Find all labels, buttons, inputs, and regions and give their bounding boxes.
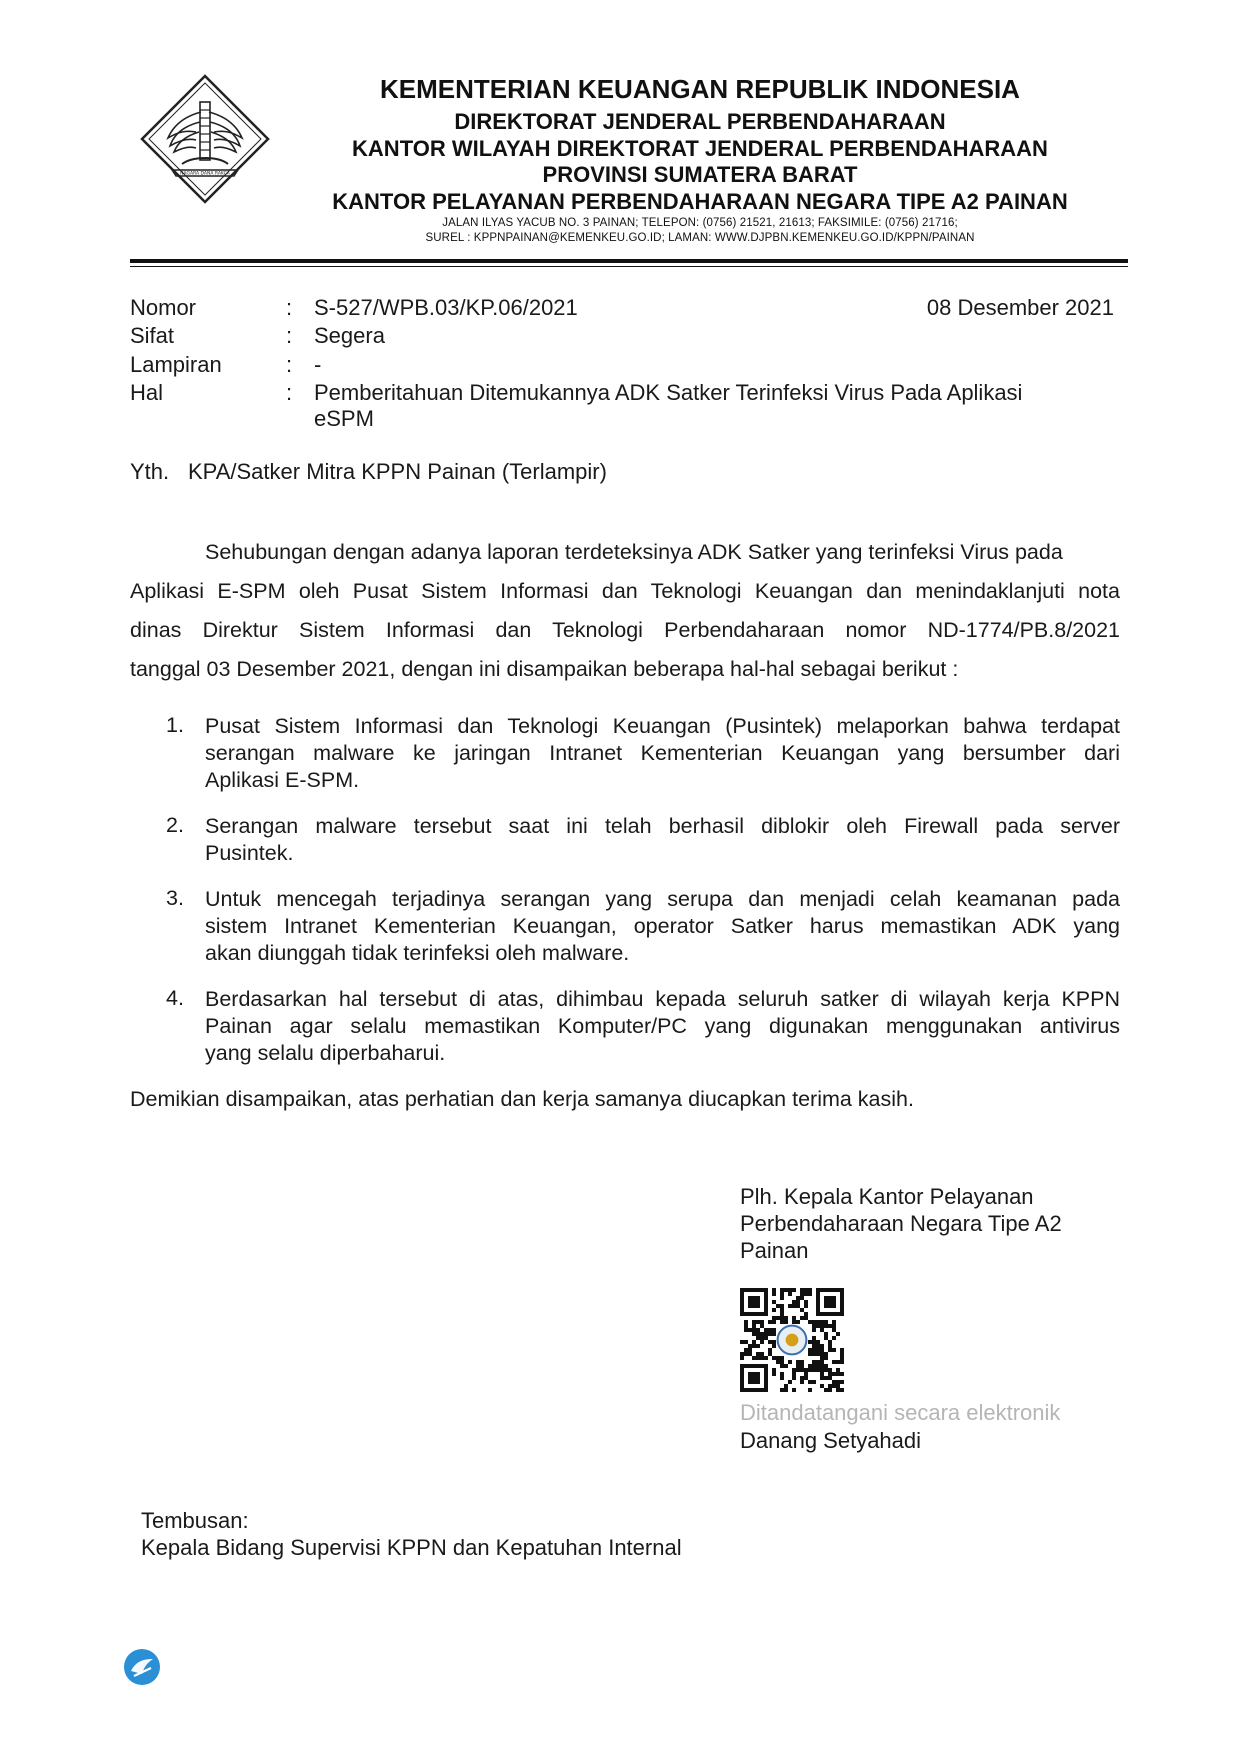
- hal-value-line1: Pemberitahuan Ditemukannya ADK Satker Terinfeksi Virus Pada Aplikasi: [314, 380, 1023, 405]
- kemenkeu-logo-icon: [138, 72, 273, 207]
- svg-text:NAGARA DANA RAKCA: NAGARA DANA RAKCA: [180, 171, 230, 177]
- header-rule-thick: [130, 259, 1128, 263]
- letter-date: 08 Desember 2021: [926, 295, 1114, 320]
- signatory-title-line-1: Plh. Kepala Kantor Pelayanan: [740, 1184, 1034, 1209]
- closing-sentence: Demikian disampaikan, atas perhatian dan kerja samanya diucapkan terima kasih.: [130, 1087, 914, 1111]
- hal-colon: :: [286, 380, 293, 405]
- lampiran-value: -: [314, 352, 322, 377]
- directorate-name: DIREKTORAT JENDERAL PERBENDAHARAAN: [454, 109, 946, 134]
- list-item-3-line-3: akan diunggah tidak terinfeksi oleh malware.: [205, 941, 630, 965]
- intro-line-1: Sehubungan dengan adanya laporan terdeteksinya ADK Satker yang terinfeksi Virus pada: [205, 540, 1063, 564]
- e-signature-note: Ditandatangani secara elektronik: [740, 1400, 1061, 1425]
- list-item-number: 3.: [166, 886, 184, 910]
- hal-label: Hal: [130, 380, 164, 405]
- header-rule-thin: [130, 266, 1128, 267]
- list-item-1-line-1: Pusat Sistem Informasi dan Teknologi Keuangan (Pusintek) melaporkan bahwa terdapat: [205, 714, 1120, 738]
- addressee-prefix: Yth.: [130, 459, 170, 484]
- tembusan-recipient: Kepala Bidang Supervisi KPPN dan Kepatuhan Internal: [141, 1535, 682, 1560]
- province-name: PROVINSI SUMATERA BARAT: [542, 162, 858, 187]
- intro-line-4: tanggal 03 Desember 2021, dengan ini disampaikan beberapa hal-hal sebagai berikut :: [130, 657, 959, 681]
- list-item-4-line-1: Berdasarkan hal tersebut di atas, dihimbau kepada seluruh satker di wilayah kerja KPPN: [205, 987, 1120, 1011]
- list-item-4-line-3: yang selalu diperbaharui.: [205, 1041, 446, 1065]
- nomor-label: Nomor: [130, 295, 197, 320]
- nomor-colon: :: [286, 295, 293, 320]
- list-item-1-line-3: Aplikasi E-SPM.: [205, 768, 360, 792]
- addressee-name: KPA/Satker Mitra KPPN Painan (Terlampir): [188, 459, 607, 484]
- regional-office-name: KANTOR WILAYAH DIREKTORAT JENDERAL PERBENDAHARAAN: [352, 136, 1048, 161]
- list-item-3-line-1: Untuk mencegah terjadinya serangan yang serupa dan menjadi celah keamanan pada: [205, 887, 1120, 911]
- intro-line-3: dinas Direktur Sistem Informasi dan Teknologi Perbendaharaan nomor ND-1774/PB.8/2021: [130, 618, 1120, 642]
- list-item-3-line-2: sistem Intranet Kementerian Keuangan, operator Satker harus memastikan ADK yang: [205, 914, 1120, 938]
- tembusan-label: Tembusan:: [141, 1508, 249, 1533]
- office-contact: SUREL : KPPNPAINAN@KEMENKEU.GO.ID; LAMAN: WWW.DJPBN.KEMENKEU.GO.ID/KPPN/PAINAN: [425, 232, 975, 244]
- qr-code-icon: [740, 1288, 844, 1392]
- list-item-2-line-1: Serangan malware tersebut saat ini telah berhasil diblokir oleh Firewall pada server: [205, 814, 1120, 838]
- nomor-value: S-527/WPB.03/KP.06/2021: [314, 295, 578, 320]
- ministry-name: KEMENTERIAN KEUANGAN REPUBLIK INDONESIA: [380, 74, 1020, 104]
- intro-line-2: Aplikasi E-SPM oleh Pusat Sistem Informasi dan Teknologi Keuangan dan menindaklanjuti nota: [130, 579, 1120, 603]
- list-item-number: 1.: [166, 713, 184, 737]
- signatory-title-line-2: Perbendaharaan Negara Tipe A2: [740, 1211, 1062, 1236]
- e-sign-badge-icon: [122, 1647, 162, 1687]
- list-item-number: 2.: [166, 813, 184, 837]
- signatory-title-line-3: Painan: [740, 1238, 809, 1263]
- sifat-value: Segera: [314, 323, 385, 348]
- list-item-4-line-2: Painan agar selalu memastikan Komputer/PC yang digunakan menggunakan antivirus: [205, 1014, 1120, 1038]
- signatory-name: Danang Setyahadi: [740, 1428, 922, 1453]
- office-address: JALAN ILYAS YACUB NO. 3 PAINAN; TELEPON: (0756) 21521, 21613; FAKSIMILE: (0756) 21716;: [442, 217, 958, 229]
- list-item-1-line-2: serangan malware ke jaringan Intranet Kementerian Keuangan yang bersumber dari: [205, 741, 1120, 765]
- list-item-number: 4.: [166, 986, 184, 1010]
- hal-value-line2: eSPM: [314, 406, 374, 431]
- sifat-label: Sifat: [130, 323, 175, 348]
- lampiran-colon: :: [286, 352, 293, 377]
- lampiran-label: Lampiran: [130, 352, 222, 377]
- list-item-2-line-2: Pusintek.: [205, 841, 294, 865]
- office-name: KANTOR PELAYANAN PERBENDAHARAAN NEGARA TIPE A2 PAINAN: [332, 189, 1068, 214]
- sifat-colon: :: [286, 323, 293, 348]
